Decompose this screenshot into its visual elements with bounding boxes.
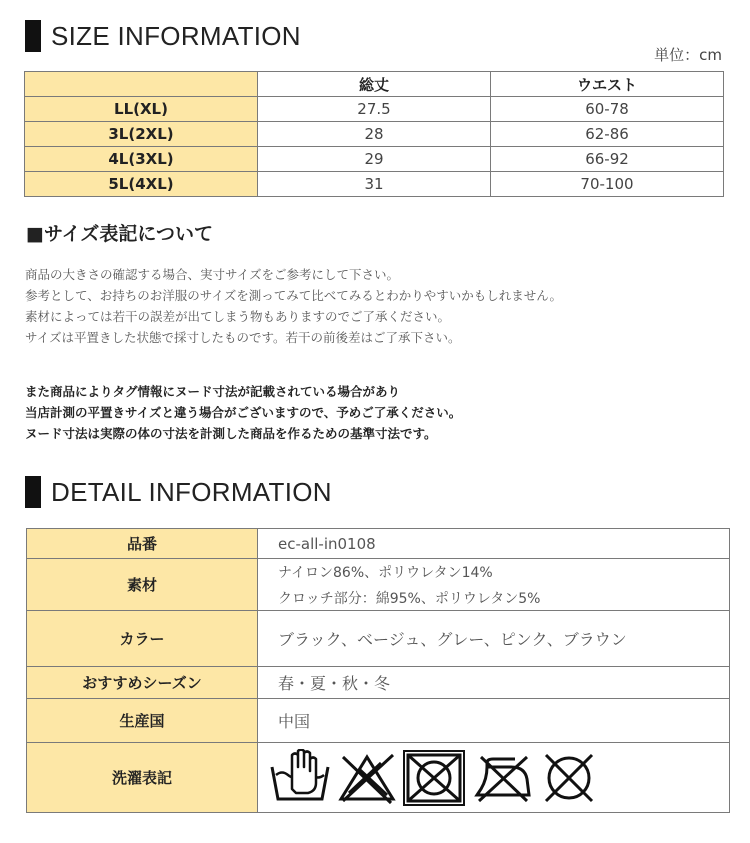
table-row xyxy=(25,122,724,147)
size-notes-title: ■サイズ表記について xyxy=(26,223,214,245)
detail-section-header xyxy=(25,476,332,508)
season-label: おすすめシーズン xyxy=(27,667,258,699)
section-bar-icon xyxy=(25,476,41,508)
detail-table xyxy=(26,528,730,813)
table-row xyxy=(27,559,730,611)
size-label: 5L(4XL) xyxy=(25,172,258,197)
unit-label: 単位：cm xyxy=(654,46,722,64)
size-table xyxy=(24,71,724,197)
waist-value: 62-86 xyxy=(491,122,724,147)
no-tumble-dry-icon xyxy=(402,749,466,807)
size-section-header xyxy=(25,20,301,52)
size-label: 4L(3XL) xyxy=(25,147,258,172)
bold-note-line: また商品によりタグ情報にヌード寸法が記載されている場合があり xyxy=(25,384,401,399)
table-row xyxy=(27,529,730,559)
material-label: 素材 xyxy=(27,559,258,611)
note-line: 素材によっては若干の誤差が出てしまう物もありますのでご了承ください。 xyxy=(25,309,451,324)
season-value: 春・夏・秋・冬 xyxy=(258,667,730,699)
length-value: 28 xyxy=(258,122,491,147)
table-row xyxy=(27,699,730,743)
size-section-title: SIZE INFORMATION xyxy=(51,20,301,51)
material-value xyxy=(258,559,730,611)
detail-section-title: DETAIL INFORMATION xyxy=(51,476,332,507)
hand-wash-icon xyxy=(268,749,332,807)
size-table-header-row xyxy=(25,72,724,97)
length-value: 29 xyxy=(258,147,491,172)
table-row xyxy=(25,97,724,122)
material-line: クロッチ部分：綿95%、ポリウレタン5% xyxy=(278,590,541,607)
no-iron-icon xyxy=(471,749,535,807)
care-icons xyxy=(258,743,730,813)
size-table-header-waist: ウエスト xyxy=(491,72,724,97)
waist-value: 60-78 xyxy=(491,97,724,122)
length-value: 27.5 xyxy=(258,97,491,122)
size-notes-body xyxy=(25,264,562,348)
material-line: ナイロン86%、ポリウレタン14% xyxy=(278,564,493,581)
color-label: カラー xyxy=(27,611,258,667)
table-row xyxy=(27,743,730,813)
color-value: ブラック、ベージュ、グレー、ピンク、ブラウン xyxy=(258,611,730,667)
product-no-value: ec-all-in0108 xyxy=(258,529,730,559)
size-label: LL(XL) xyxy=(25,97,258,122)
bold-note-line: 当店計測の平置きサイズと違う場合がございますので、予めご了承ください。 xyxy=(25,405,462,420)
table-row xyxy=(27,667,730,699)
size-table-header-blank xyxy=(25,72,258,97)
table-row xyxy=(25,147,724,172)
note-line: 参考として、お持ちのお洋服のサイズを測ってみて比べてみるとわかりやすいかもしれません。 xyxy=(25,288,563,303)
care-label: 洗濯表記 xyxy=(27,743,258,813)
note-line: 商品の大きさの確認する場合、実寸サイズをご参考にして下さい。 xyxy=(25,267,400,282)
product-no-label: 品番 xyxy=(27,529,258,559)
size-table-header-length: 総丈 xyxy=(258,72,491,97)
section-bar-icon xyxy=(25,20,41,52)
table-row xyxy=(25,172,724,197)
no-dry-clean-icon xyxy=(540,749,598,807)
waist-value: 66-92 xyxy=(491,147,724,172)
table-row xyxy=(27,611,730,667)
size-label: 3L(2XL) xyxy=(25,122,258,147)
bold-note-line: ヌード寸法は実際の体の寸法を計測した商品を作るための基準寸法です。 xyxy=(25,426,437,441)
size-notes-bold xyxy=(25,381,461,444)
note-line: サイズは平置きした状態で採寸したものです。若干の前後差はご了承下さい。 xyxy=(25,330,461,345)
waist-value: 70-100 xyxy=(491,172,724,197)
origin-label: 生産国 xyxy=(27,699,258,743)
origin-value: 中国 xyxy=(258,699,730,743)
length-value: 31 xyxy=(258,172,491,197)
no-bleach-icon xyxy=(337,749,397,807)
